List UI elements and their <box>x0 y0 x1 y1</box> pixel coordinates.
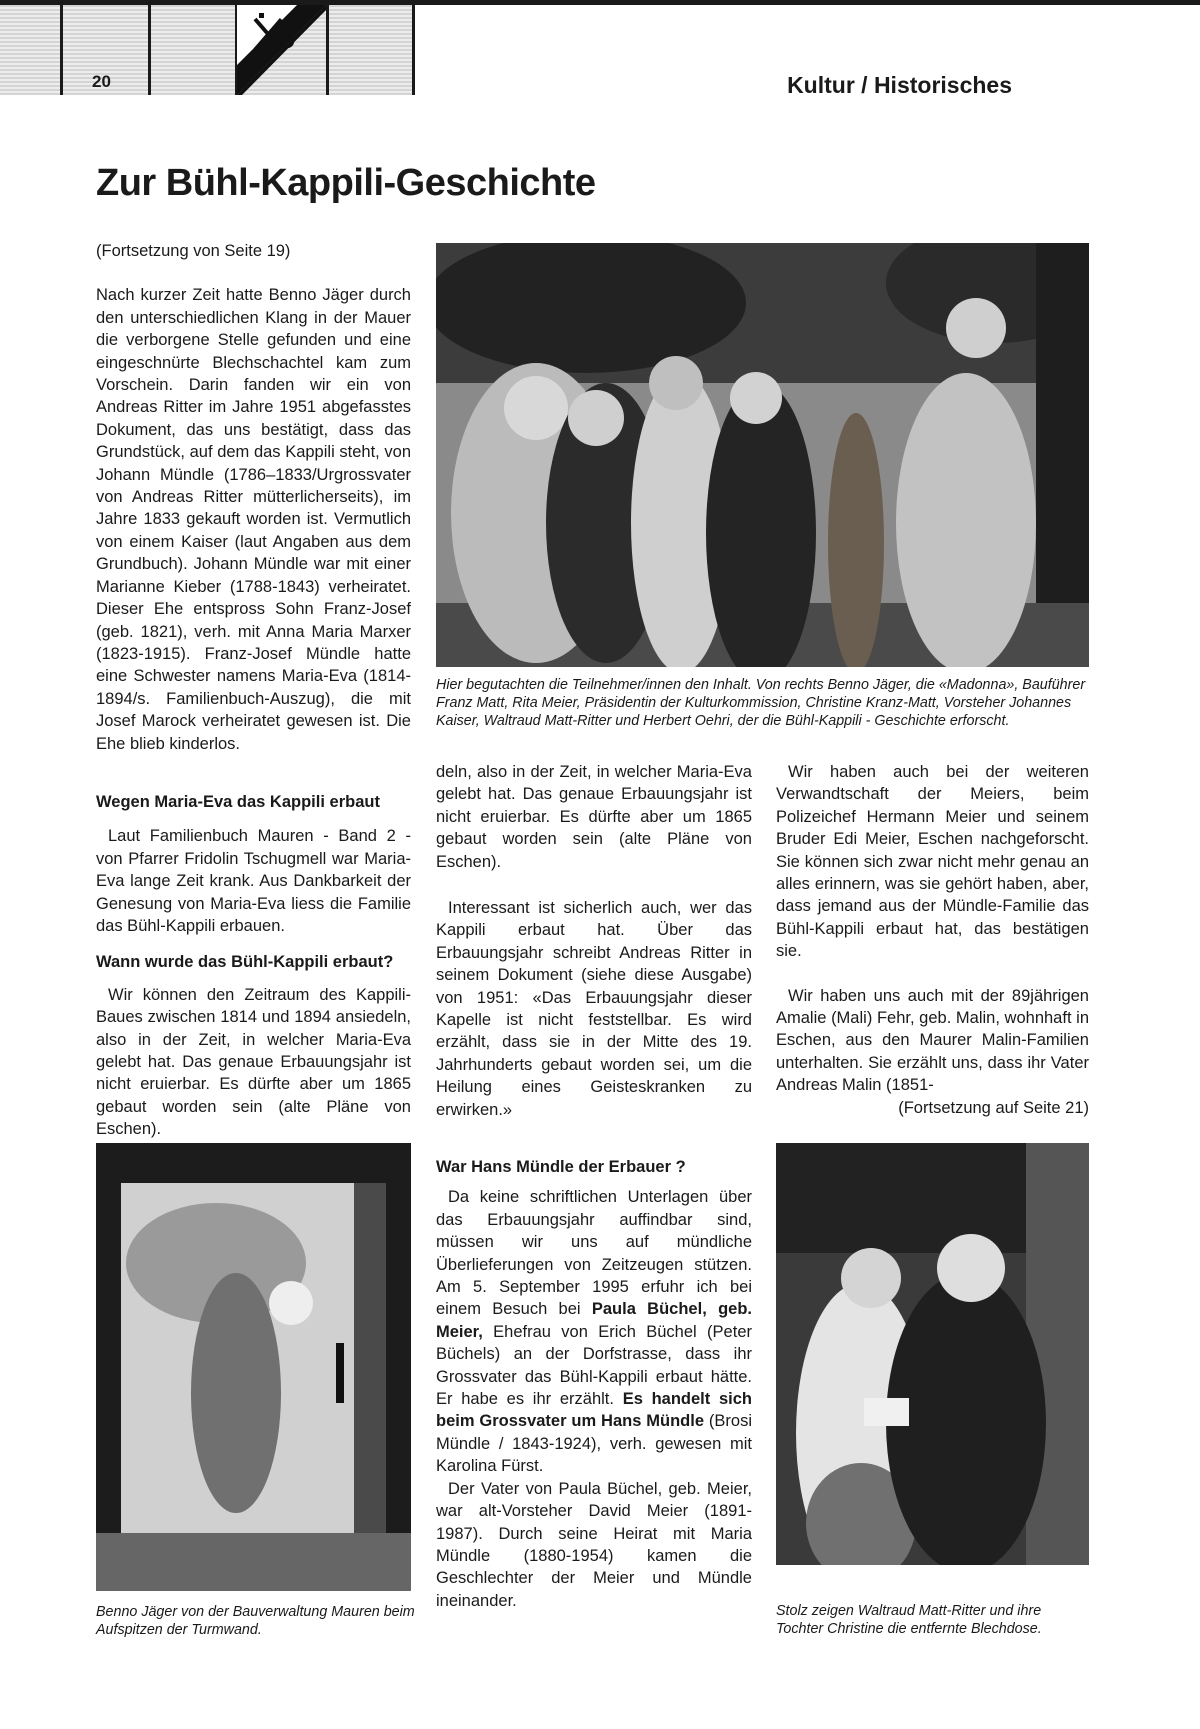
article-title: Zur Bühl-Kappili-Geschichte <box>96 162 596 204</box>
column-middle <box>436 761 752 873</box>
header-divider <box>412 5 415 95</box>
paragraph: Interessant ist sicherlich auch, wer das Kappili erbaut hat. Über das Erbauungsjahr schreibt Andreas Ritter in seinem Dokument (siehe diese Ausgabe) von 1951: «Das Erbauungsjahr dieser Kapelle ist nicht feststellbar. Es wird erzählt, dass sie in der Mitte des 19. Jahrhunderts gebaut worden sei, um die Heilung eines Geisteskranken zu erwirken.» <box>436 899 752 1119</box>
column-middle-bottom <box>436 1156 752 1612</box>
caption-wall-photo: Benno Jäger von der Bauverwaltung Mauren beim Aufspitzen der Turmwand. <box>96 1604 415 1638</box>
crest-icon <box>237 5 326 95</box>
header-divider <box>60 5 63 95</box>
caption-women-photo: Stolz zeigen Waltraud Matt-Ritter und ihre Tochter Christine die entfernte Blechdose. <box>776 1603 1042 1637</box>
caption-group-photo: Hier begutachten die Teilnehmer/innen den Inhalt. Von rechts Benno Jäger, die «Madonna», Bauführer Franz Matt, Rita Meier, Präsidentin der Kulturkommission, Christine Kranz-Matt, Vorsteher Johannes Kaiser, Waltraud Matt-Ritter und Herbert Oehri, der die Bühl-Kappili - Geschichte erforscht. <box>436 677 1086 729</box>
header-divider <box>148 5 151 95</box>
paragraph: Laut Familienbuch Mauren - Band 2 - von Pfarrer Fridolin Tschugmell war Maria-Eva lange Zeit krank. Aus Dankbarkeit der Genesung von Maria-Eva liess die Familie das Bühl-Kappili erbauen. <box>96 827 411 935</box>
women-photo <box>776 1143 1089 1565</box>
section-label: Kultur / Historisches <box>787 72 1012 98</box>
paragraph: Wir haben auch bei der weiteren Verwandtschaft der Meiers, beim Polizeichef Hermann Meier und seinem Bruder Edi Meier, Eschen nachgeforscht. Sie können sich zwar nicht mehr genau an alles erinnern, was sie gehört haben, aber, dass jemand aus der Mündle-Familie das Bühl-Kappili erbaut hat, das bestätigen sie. <box>776 763 1089 961</box>
paragraph: Wir haben uns auch mit der 89jährigen Amalie (Mali) Fehr, geb. Malin, wohnhaft in Eschen, aus den Maurer Malin-Familien unterhalten. Sie erzählt uns, dass ihr Vater Andreas Malin (1851- <box>776 986 1089 1095</box>
column-left <box>96 240 411 1141</box>
header-divider <box>326 5 329 95</box>
intro-paragraph: Nach kurzer Zeit hatte Benno Jäger durch den unterschiedlichen Klang in der Mauer die verborgene Stelle gefunden und eine eingeschnürte Blechschachtel kam zum Vorschein. Darin fanden wir ein von Andreas Ritter im Jahre 1951 abgefasstes Dokument, das uns bestätigt, dass das Grundstück, auf dem das Kappili steht, von Johann Mündle (1786–1833/Urgrossvater von Andreas Ritter mütterlicherseits), im Jahre 1833 gekauft worden ist. Vermutlich von einem Kaiser (laut Angaben aus dem Grundbuch). Johann Mündle war mit einer Marianne Kieber (1788-1843) verheiratet. Dieser Ehe entspross Sohn Franz-Josef (geb. 1821), verh. mit Anna Maria Marxer (1823-1915). Franz-Josef Mündle hatte eine Schwester namens Maria-Eva (1814-1894/s. Familienbuch-Auszug), die mit Josef Marock verheiratet gewesen ist. Die Ehe blieb kinderlos. <box>96 286 411 753</box>
wall-photo <box>96 1143 411 1591</box>
paragraph: Der Vater von Paula Büchel, geb. Meier, war alt-Vorsteher David Meier (1891-1987). Durch seine Heirat mit Maria Mündle (1880-1954) kamen die Geschlechter der Meier und Mündle ineinander. <box>436 1479 752 1610</box>
continuation-to: (Fortsetzung auf Seite 21) <box>898 1098 1089 1117</box>
paragraph: deln, also in der Zeit, in welcher Maria-Eva gelebt hat. Das genaue Erbauungsjahr ist nicht eruierbar. Es dürfte aber um 1865 gebaut worden sein (alte Pläne von Eschen). <box>436 763 752 871</box>
page-number: 20 <box>92 72 111 91</box>
continuation-from: (Fortsetzung von Seite 19) <box>96 242 291 260</box>
subheading: War Hans Mündle der Erbauer ? <box>436 1158 686 1176</box>
column-right <box>776 761 1089 1119</box>
paragraph: Wir können den Zeitraum des Kappili-Baues zwischen 1814 und 1894 ansiedeln, also in der Zeit, in welcher Maria-Eva gelebt hat. Das genaue Erbauungsjahr ist nicht eruierbar. Es dürfte aber um 1865 gebaut worden sein (alte Pläne von Eschen). <box>96 985 411 1139</box>
group-photo <box>436 243 1089 667</box>
subheading: Wann wurde das Bühl-Kappili erbaut? <box>96 953 394 972</box>
subheading: Wegen Maria-Eva das Kappili erbaut <box>96 792 380 811</box>
paragraph: Da keine schriftlichen Unterlagen über das Erbauungsjahr auffindbar sind, müssen wir uns auf mündliche Überlieferungen von Zeitzeugen stützen. Am 5. September 1995 erfuhr ich bei einem Besuch bei Paula Büchel, geb. Meier, Ehefrau von Erich Büchel (Peter Büchels) an der Dorfstrasse, dass ihr Grossvater das Bühl-Kappili erbaut hätte. Er habe es ihr erzählt. Es handelt sich beim Grossvater um Hans Mündle (Brosi Mündle / 1843-1924), verh. gewesen mit Karolina Fürst. <box>436 1188 753 1476</box>
column-middle-b <box>436 897 752 1121</box>
